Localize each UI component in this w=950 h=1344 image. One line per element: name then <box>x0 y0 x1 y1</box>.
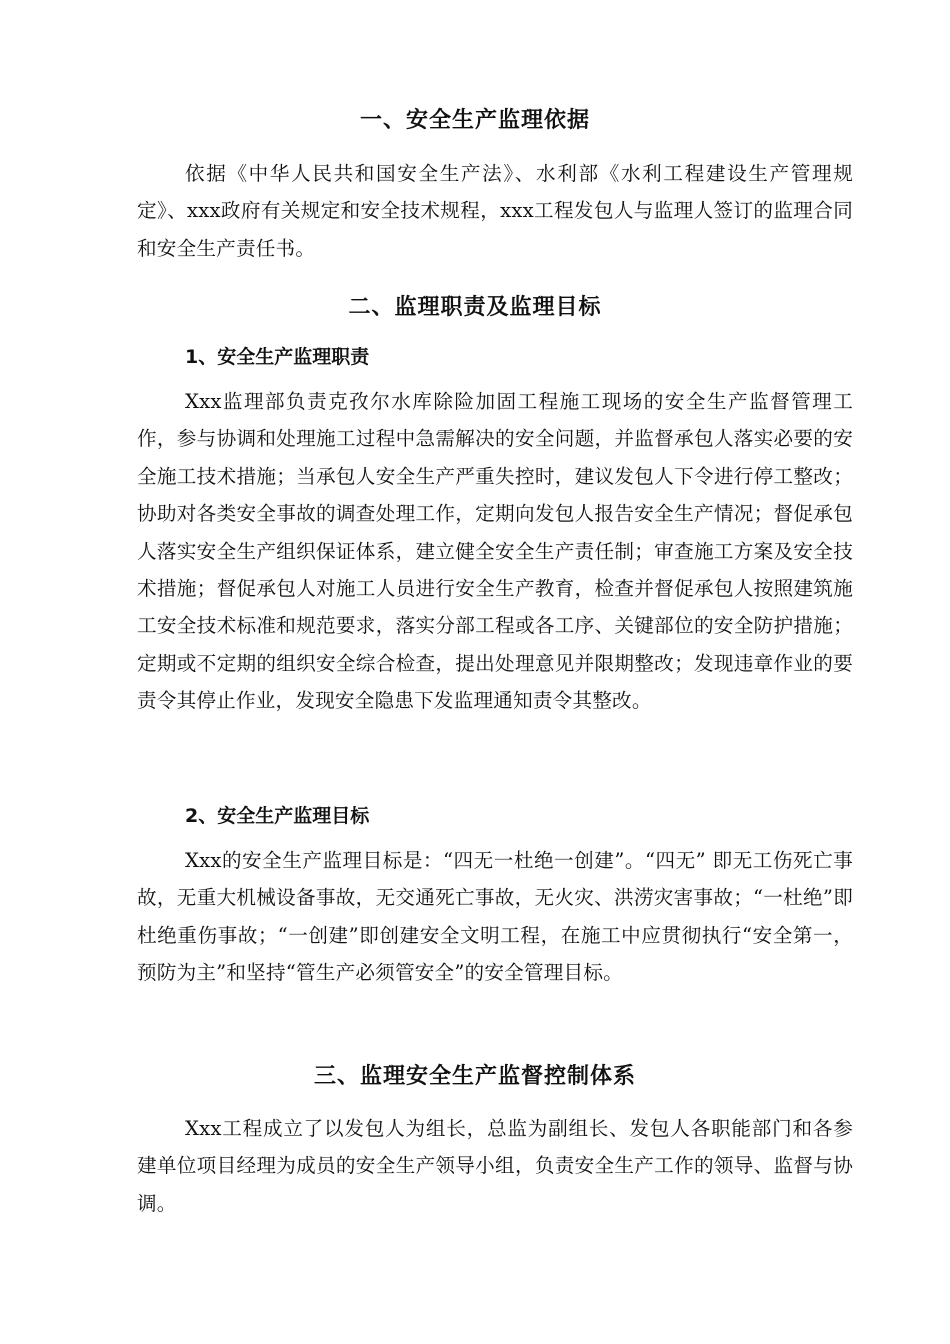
section-3-paragraph: Xxx工程成立了以发包人为组长，总监为副组长、发包人各职能部门和各参建单位项目经理为成员的安全生产领导小组，负责安全生产工作的领导、监督与协调。 <box>137 1117 853 1215</box>
subsection-2-2-paragraph: Xxx的安全生产监理目标是：“四无一杜绝一创建”。“四无” 即无工伤死亡事故，无重大机械设备事故，无交通死亡事故，无火灾、洪涝灾害事故；“一杜绝”即杜绝重伤事故；“一创建”即创建安全文明工程，在施工中应贯彻执行“安全第一，预防为主”和坚持“管生产必须管安全”的安全管理目标。 <box>137 849 853 985</box>
section-2-title: 二、监理职责及监理目标 <box>348 295 602 320</box>
section-3-title: 三、监理安全生产监督控制体系 <box>313 1064 636 1089</box>
section-1-paragraph: 依据《中华人民共和国安全生产法》、水利部《水利工程建设生产管理规定》、xxx政府有关规定和安全技术规程，xxx工程发包人与监理人签订的监理合同和安全生产责任书。 <box>137 162 853 260</box>
section-1-title: 一、安全生产监理依据 <box>359 108 590 133</box>
subsection-2-2-title: 2、安全生产监理目标 <box>185 805 370 827</box>
subsection-2-1-title: 1、安全生产监理职责 <box>185 346 370 368</box>
subsection-2-1-paragraph: Xxx监理部负责克孜尔水库除险加固工程施工现场的安全生产监督管理工作，参与协调和处理施工过程中急需解决的安全问题，并监督承包人落实必要的安全施工技术措施；当承包人安全生产严重失控时，建议发包人下令进行停工整改；协助对各类安全事故的调查处理工作，定期向发包人报告安全生产情况；督促承包人落实安全生产组织保证体系，建立健全安全生产责任制；审查施工方案及安全技术措施；督促承包人对施工人员进行安全生产教育，检查并督促承包人按照建筑施工安全技术标准和规范要求，落实分部工程或各工序、关键部位的安全防护措施；定期或不定期的组织安全综合检查，提出处理意见并限期整改；发现违章作业的要责令其停止作业，发现安全隐患下发监理通知责令其整改。 <box>137 390 853 713</box>
